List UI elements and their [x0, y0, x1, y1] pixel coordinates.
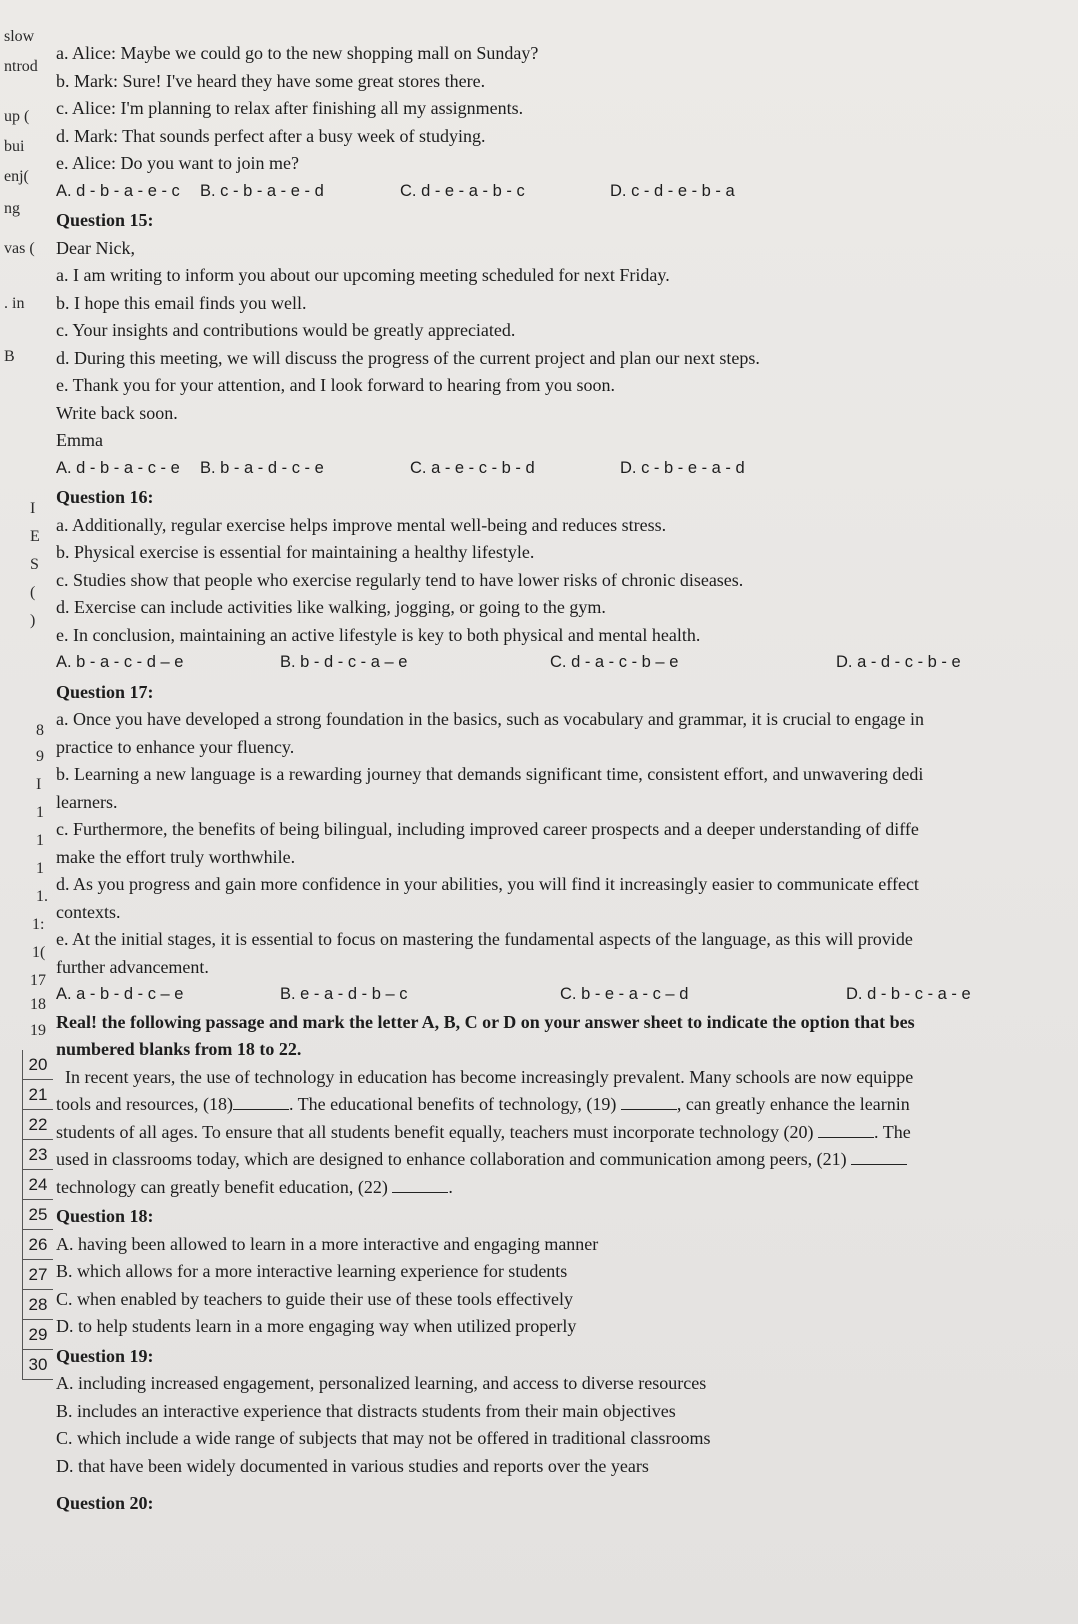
left-margin-fragments [0, 0, 52, 1624]
question-title: Question 17: [56, 681, 154, 702]
row-number: 1: [32, 916, 45, 933]
question-18 [56, 1203, 1066, 1341]
passage-text: students of all ages. To ensure that all students benefit equally, teachers must incorporate technology (20) [56, 1121, 814, 1142]
sentence-b: b. Learning a new language is a rewarding journey that demands significant time, consistent effort, and unwavering dedi [56, 764, 924, 784]
row-number: 1 [36, 860, 44, 877]
blank-18[interactable] [233, 1093, 289, 1110]
question-title: Question 20: [56, 1493, 154, 1513]
option-c[interactable]: C. d - e - a - b - c [400, 181, 525, 200]
sentence-b: b. I hope this email finds you well. [56, 292, 307, 313]
row-number: 9 [36, 748, 44, 765]
margin-fragment: E [30, 528, 40, 545]
margin-fragment: slow [4, 28, 35, 45]
question-title: Question 16: [56, 487, 154, 507]
option-b[interactable]: B. e - a - d - b – c [280, 985, 408, 1003]
sentence-e: e. At the initial stages, it is essential to focus on mastering the fundamental aspects of the language, as this will provide [56, 929, 913, 949]
sentence-d: d. As you progress and gain more confidence in your abilities, you will find it increasingly easier to communicate effect [56, 874, 919, 894]
question-number: 25 [23, 1200, 53, 1230]
sentence-d: d. During this meeting, we will discuss the progress of the current project and plan our next steps. [56, 347, 760, 368]
sentence-d: d. Exercise can include activities like walking, jogging, or going to the gym. [56, 597, 606, 617]
option-a[interactable]: A. d - b - a - c - e [56, 458, 180, 477]
question-number: 27 [23, 1260, 53, 1290]
sentence-a: a. Once you have developed a strong foundation in the basics, such as vocabulary and grammar, it is crucial to engage in [56, 709, 924, 729]
row-number: 17 [30, 972, 46, 989]
letter-signature: Emma [56, 430, 103, 450]
question-17 [56, 679, 1066, 1009]
passage-text: . The [874, 1121, 911, 1142]
passage-text: . [448, 1176, 453, 1197]
question-number: 23 [23, 1140, 53, 1170]
margin-fragment: up ( [4, 108, 30, 125]
option-d[interactable]: D. to help students learn in a more engaging way when utilized properly [56, 1316, 577, 1336]
sentence-b: b. Mark: Sure! I've heard they have some great stores there. [56, 70, 486, 91]
option-a[interactable]: A. b - a - c - d – e [56, 653, 184, 671]
sentence-b: b. Physical exercise is essential for maintaining a healthy lifestyle. [56, 542, 535, 562]
option-b[interactable]: B. b - d - c - a – e [280, 653, 408, 671]
row-number: 8 [36, 722, 44, 739]
option-a[interactable]: A. d - b - a - e - c [56, 181, 180, 200]
margin-fragment: ng [4, 200, 20, 217]
row-number: I [36, 776, 42, 793]
option-c[interactable]: C. a - e - c - b - d [410, 458, 535, 477]
letter-greeting: Dear Nick, [56, 237, 135, 258]
question-14 [56, 40, 1066, 205]
question-title: Question 19: [56, 1345, 154, 1366]
sentence-e-cont: further advancement. [56, 956, 209, 977]
passage-text: used in classrooms today, which are designed to enhance collaboration and communication among peers, (21) [56, 1149, 847, 1169]
question-number: 24 [23, 1170, 53, 1200]
option-c[interactable]: C. b - e - a - c – d [560, 985, 689, 1003]
question-number: 30 [23, 1350, 53, 1380]
answer-options [56, 981, 1066, 1009]
option-d[interactable]: D. c - d - e - b - a [610, 181, 735, 200]
question-title: Question 18: [56, 1206, 154, 1226]
answer-number-column [22, 1050, 53, 1380]
margin-fragment: ntrod [4, 58, 38, 75]
margin-fragment: enj( [4, 168, 29, 185]
option-d[interactable]: D. d - b - c - a - e [846, 985, 971, 1003]
sentence-e: e. Alice: Do you want to join me? [56, 153, 299, 173]
answer-options [56, 455, 1066, 483]
passage-text: technology can greatly benefit education, (22) [56, 1176, 388, 1197]
option-a[interactable]: A. having been allowed to learn in a more interactive and engaging manner [56, 1233, 599, 1254]
blank-20[interactable] [818, 1121, 874, 1138]
question-16 [56, 484, 1066, 677]
question-20 [56, 1490, 1066, 1518]
blank-19[interactable] [621, 1093, 677, 1110]
sentence-a: a. Additionally, regular exercise helps improve mental well-being and reduces stress. [56, 514, 667, 535]
sentence-e: e. Thank you for your attention, and I look forward to hearing from you soon. [56, 375, 616, 395]
passage-text: tools and resources, (18) [56, 1094, 233, 1114]
passage-line [56, 1174, 1066, 1202]
question-title: Question 15: [56, 210, 154, 230]
option-c[interactable]: C. which include a wide range of subjects that may not be offered in traditional classrooms [56, 1428, 711, 1448]
option-b[interactable]: B. c - b - a - e - d [200, 181, 324, 200]
passage-instruction-cont: numbered blanks from 18 to 22. [56, 1039, 302, 1059]
option-b[interactable]: B. includes an interactive experience that distracts students from their main objectives [56, 1400, 676, 1421]
passage-line [56, 1064, 1066, 1092]
margin-fragment: B [4, 348, 15, 365]
option-d[interactable]: D. a - d - c - b - e [836, 653, 961, 671]
passage-line [56, 1146, 1066, 1174]
margin-fragment: S [30, 556, 39, 573]
margin-fragment: bui [4, 138, 25, 155]
passage-text: , can greatly enhance the learnin [676, 1094, 910, 1114]
passage-line [56, 1091, 1066, 1119]
row-number: 1 [36, 832, 44, 849]
margin-fragment: . in [4, 295, 25, 312]
question-number: 29 [23, 1320, 53, 1350]
margin-fragment: I [30, 500, 36, 517]
sentence-c: c. Studies show that people who exercise regularly tend to have lower risks of chronic diseases. [56, 569, 744, 590]
margin-fragment: vas ( [4, 240, 35, 257]
row-number: 19 [30, 1022, 46, 1039]
question-number: 20 [23, 1050, 53, 1080]
option-c[interactable]: C. d - a - c - b – e [550, 653, 679, 671]
passage-line [56, 1119, 1066, 1147]
passage-text: . The educational benefits of technology, (19) [288, 1094, 617, 1114]
sentence-c: c. Your insights and contributions would be greatly appreciated. [56, 320, 516, 340]
sentence-a: a. I am writing to inform you about our upcoming meeting scheduled for next Friday. [56, 265, 670, 285]
blank-21[interactable] [851, 1148, 907, 1165]
question-number: 26 [23, 1230, 53, 1260]
cloze-passage [56, 1009, 1066, 1202]
option-b[interactable]: B. which allows for a more interactive learning experience for students [56, 1261, 568, 1281]
sentence-e: e. In conclusion, maintaining an active lifestyle is key to both physical and mental health. [56, 624, 701, 645]
margin-fragment: ( [30, 584, 36, 601]
row-number: 1 [36, 804, 44, 821]
option-a[interactable]: A. a - b - d - c – e [56, 985, 184, 1003]
blank-22[interactable] [392, 1176, 448, 1193]
passage-text: In recent years, the use of technology in education has become increasingly prevalent. Many schools are now equippe [65, 1066, 914, 1087]
passage-instruction: Real! the following passage and mark the letter A, B, C or D on your answer sheet to indicate the option that bes [56, 1011, 915, 1032]
row-number: 18 [30, 996, 46, 1013]
sentence-d-cont: contexts. [56, 901, 121, 922]
question-number: 22 [23, 1110, 53, 1140]
sentence-c-cont: make the effort truly worthwhile. [56, 846, 296, 867]
letter-closing: Write back soon. [56, 402, 178, 423]
option-b[interactable]: B. b - a - d - c - e [200, 458, 324, 477]
option-d[interactable]: D. that have been widely documented in various studies and reports over the years [56, 1455, 649, 1476]
option-d[interactable]: D. c - b - e - a - d [620, 458, 745, 477]
worksheet-content [56, 40, 1066, 1518]
answer-options [56, 178, 1066, 206]
sentence-b-cont: learners. [56, 791, 118, 812]
answer-options [56, 649, 1066, 677]
question-15 [56, 207, 1066, 482]
sentence-a-cont: practice to enhance your fluency. [56, 736, 295, 757]
margin-fragment: ) [30, 612, 36, 629]
question-number: 21 [23, 1080, 53, 1110]
question-number: 28 [23, 1290, 53, 1320]
sentence-c: c. Furthermore, the benefits of being bilingual, including improved career prospects and a deeper understanding of diffe [56, 819, 919, 839]
row-number: 1. [36, 888, 48, 905]
sentence-c: c. Alice: I'm planning to relax after finishing all my assignments. [56, 98, 524, 118]
question-19 [56, 1343, 1066, 1481]
option-a[interactable]: A. including increased engagement, personalized learning, and access to diverse resources [56, 1373, 707, 1393]
sentence-d: d. Mark: That sounds perfect after a busy week of studying. [56, 125, 486, 146]
row-number: 1( [32, 944, 46, 961]
sentence-a: a. Alice: Maybe we could go to the new shopping mall on Sunday? [56, 43, 539, 63]
option-c[interactable]: C. when enabled by teachers to guide their use of these tools effectively [56, 1288, 573, 1309]
